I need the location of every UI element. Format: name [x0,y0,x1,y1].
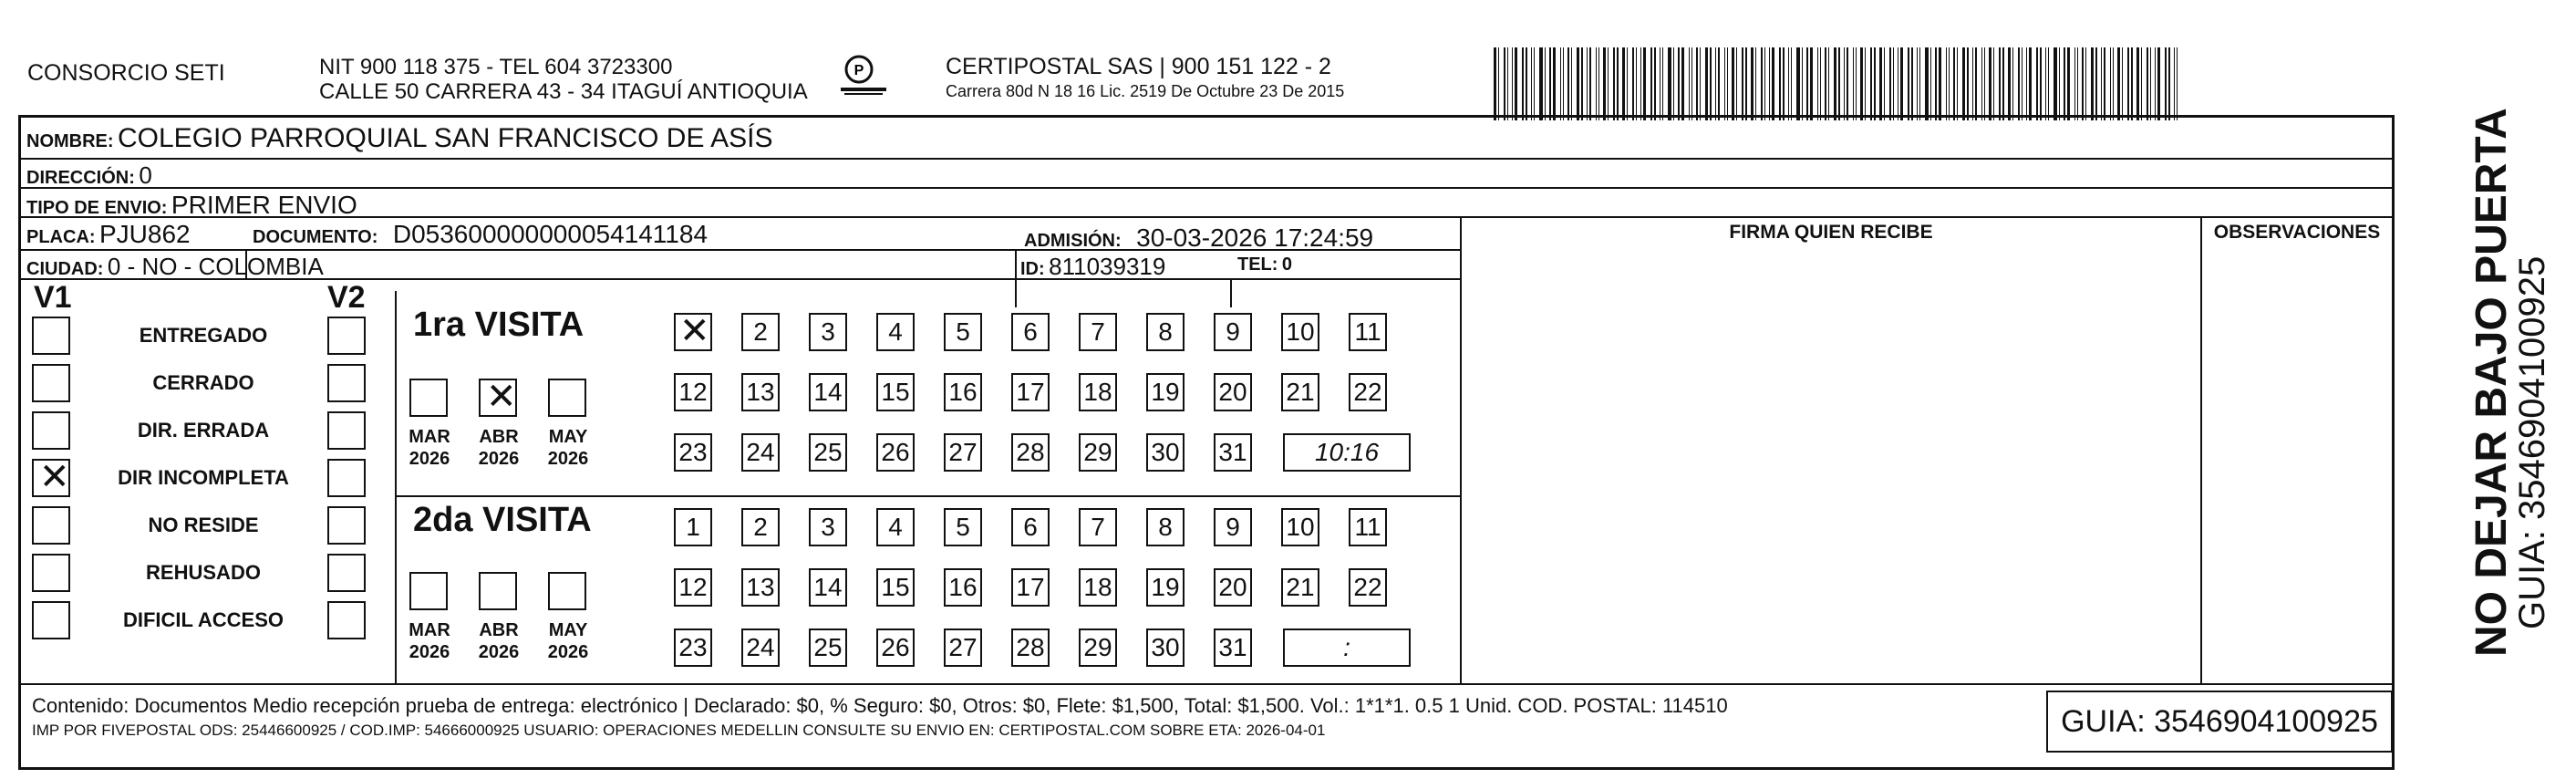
day-number: 29 [1083,438,1112,466]
certipostal-logo [841,53,886,99]
day-number: 9 [1226,317,1240,346]
day-box[interactable] [809,508,847,546]
v2-checkbox[interactable] [327,317,366,355]
day-box[interactable] [1349,373,1387,411]
day-number: 26 [881,438,910,466]
day-number: 6 [1023,317,1038,346]
direccion-row [26,161,152,190]
id-row [1020,253,1165,281]
day-box[interactable] [1214,313,1252,351]
placa-row [26,220,191,249]
day-box[interactable] [809,433,847,472]
tel-row [1237,254,1292,275]
day-box[interactable] [876,373,915,411]
day-number: 20 [1218,573,1247,601]
direccion-value: 0 [139,161,152,189]
v1-checkbox[interactable] [32,554,70,592]
day-box[interactable] [1146,568,1185,607]
tipo-envio-value: PRIMER ENVIO [171,191,357,219]
documento-row [253,220,708,249]
day-number: 19 [1151,573,1180,601]
footer-imp: IMP POR FIVEPOSTAL ODS: 25446600925 / COD.IMP: 54666000925 USUARIO: OPERACIONES MEDELLIN CONSULTE SU ENVIO EN: CERTIPOSTAL.COM SOBRE ETA: 2026-04-01 [32,722,1326,739]
month-year: 2026 [547,642,589,662]
tipo-envio-row [26,191,357,220]
day-box[interactable] [741,508,780,546]
day-number: 28 [1016,633,1045,661]
direccion-label: DIRECCIÓN: [26,168,135,188]
ciudad-value: 0 - NO - COLOMBIA [107,253,324,280]
day-number: 17 [1016,378,1045,406]
day-box[interactable] [741,313,780,351]
day-box[interactable] [1281,568,1319,607]
day-box[interactable] [876,628,915,667]
check-x-icon: ✕ [486,376,517,418]
day-box[interactable] [876,508,915,546]
no-dejar-bajo-puerta: NO DEJAR BAJO PUERTA [2467,108,2516,657]
day-box[interactable] [1079,568,1117,607]
day-number: 25 [813,633,843,661]
day-number: 30 [1151,438,1180,466]
day-box[interactable] [1349,568,1387,607]
day-box[interactable] [1214,433,1252,472]
month-year: 2026 [478,449,520,469]
status-label: DIR. ERRADA [137,419,270,441]
visit1-title: 1ra VISITA [413,306,585,344]
v1-header: V1 [34,280,72,315]
day-number: 2 [753,513,768,541]
day-box[interactable] [674,433,712,472]
day-box[interactable] [1146,508,1185,546]
status-label: ENTREGADO [139,324,268,347]
v2-checkbox[interactable] [327,506,366,545]
day-box[interactable] [1146,628,1185,667]
day-number: 27 [948,633,978,661]
day-box[interactable] [1011,628,1050,667]
day-number: 5 [956,317,970,346]
day-box[interactable] [1011,433,1050,472]
day-box[interactable] [1214,373,1252,411]
day-number: 7 [1091,513,1105,541]
visit2-title: 2da VISITA [413,501,592,539]
day-number: 26 [881,633,910,661]
day-box[interactable] [741,433,780,472]
day-number: 31 [1218,438,1247,466]
day-number: 11 [1354,317,1381,346]
day-box[interactable] [1011,313,1050,351]
company-name: CONSORCIO SETI [27,60,225,86]
day-box[interactable] [741,568,780,607]
v2-checkbox[interactable] [327,364,366,402]
day-box[interactable] [1079,508,1117,546]
day-box[interactable] [1281,373,1319,411]
id-value: 811039319 [1049,253,1166,280]
day-number: 25 [813,438,843,466]
v1-checkbox[interactable] [32,364,70,402]
v2-checkbox[interactable] [327,601,366,639]
day-number: 3 [821,513,835,541]
admision-row [1024,223,1373,253]
day-number: 10 [1286,513,1315,541]
month-checkbox[interactable] [479,572,517,610]
day-number: 18 [1083,378,1112,406]
day-number: 24 [746,633,775,661]
month-year: 2026 [478,642,520,662]
day-box[interactable] [1079,433,1117,472]
day-number: 8 [1158,317,1173,346]
day-number: 14 [813,378,843,406]
day-number: 30 [1151,633,1180,661]
day-box[interactable] [944,433,982,472]
day-number: 5 [956,513,970,541]
day-box[interactable] [674,310,712,352]
day-box[interactable] [674,568,712,607]
day-number: 23 [678,438,708,466]
month-checkbox[interactable] [548,572,586,610]
v1-checkbox[interactable] [32,506,70,545]
day-number: 15 [881,573,910,601]
barcode [1494,47,2178,120]
observaciones-header: OBSERVACIONES [2213,222,2381,243]
day-box[interactable] [944,508,982,546]
day-number: 31 [1218,633,1247,661]
day-number: 22 [1353,378,1382,406]
day-box[interactable] [1011,373,1050,411]
day-box[interactable] [1349,508,1387,546]
v2-checkbox[interactable] [327,411,366,450]
day-box[interactable] [674,508,712,546]
v1-checkbox[interactable] [32,601,70,639]
placa-label: PLACA: [26,227,96,247]
day-number: 24 [746,438,775,466]
v2-checkbox[interactable] [327,554,366,592]
month-label: MAR [409,427,450,447]
month-label: ABR [479,620,519,640]
admision-value: 30-03-2026 17:24:59 [1136,223,1374,252]
day-box[interactable] [674,628,712,667]
cert-line: CERTIPOSTAL SAS | 900 151 122 - 2 [946,54,1331,79]
day-number: 27 [948,438,978,466]
day-box[interactable] [809,313,847,351]
placa-value: PJU862 [99,220,191,248]
day-number: 6 [1023,513,1038,541]
v2-checkbox[interactable] [327,459,366,497]
day-box[interactable] [944,568,982,607]
status-label: DIR INCOMPLETA [118,466,289,489]
day-number: 12 [678,573,708,601]
day-number: 16 [948,573,978,601]
day-number: 19 [1151,378,1180,406]
month-checkbox[interactable] [409,572,448,610]
nombre-value: COLEGIO PARROQUIAL SAN FRANCISCO DE ASÍS [118,123,773,153]
day-box[interactable] [1146,313,1185,351]
month-year: 2026 [409,642,450,662]
v2-header: V2 [327,280,366,315]
day-box[interactable] [1281,508,1319,546]
day-number: 10 [1286,317,1315,346]
month-checkbox[interactable] [479,376,517,418]
documento-value: D053600000000054141184 [392,220,709,248]
day-number: 22 [1353,573,1382,601]
month-label: MAR [409,620,450,640]
day-box[interactable] [1281,313,1319,351]
side-guia-number: GUIA: 3546904100925 [2512,255,2552,629]
day-number: 13 [746,378,775,406]
v1-checkbox[interactable] [32,411,70,450]
month-checkbox[interactable] [409,379,448,417]
day-box[interactable] [809,568,847,607]
nombre-label: NOMBRE: [26,131,114,151]
day-number: 21 [1286,573,1315,601]
check-x-icon: ✕ [39,456,70,498]
day-box[interactable] [1214,628,1252,667]
day-box[interactable] [1079,313,1117,351]
month-year: 2026 [409,449,450,469]
firma-header: FIRMA QUIEN RECIBE [1729,222,1933,243]
day-number: 29 [1083,633,1112,661]
day-box[interactable] [1146,433,1185,472]
ciudad-label: CIUDAD: [26,259,104,279]
certipostal-info [946,55,1344,104]
day-box[interactable] [944,373,982,411]
day-box[interactable] [1011,508,1050,546]
day-box[interactable] [1011,568,1050,607]
tipo-envio-label: TIPO DE ENVIO: [26,198,168,218]
documento-label: DOCUMENTO: [253,227,378,247]
time-box[interactable]: 10:16 [1283,433,1411,472]
status-label: CERRADO [152,371,254,394]
nit-line: NIT 900 118 375 - TEL 604 3723300 [319,55,673,79]
day-box[interactable] [1079,628,1117,667]
day-number: 13 [746,573,775,601]
ciudad-row [26,253,324,281]
delivery-form [18,115,2395,770]
day-number: 8 [1158,513,1173,541]
day-number: 15 [881,378,910,406]
day-number: 3 [821,317,835,346]
day-number: 17 [1016,573,1045,601]
time-box[interactable]: : [1283,628,1411,667]
company-contact [319,55,808,104]
day-box[interactable] [809,628,847,667]
day-number: 28 [1016,438,1045,466]
day-box[interactable] [1214,568,1252,607]
day-box[interactable] [944,313,982,351]
day-box[interactable] [1349,313,1387,351]
tel-value: 0 [1281,254,1293,275]
tel-label: TEL: [1237,254,1278,275]
day-box[interactable] [876,568,915,607]
admision-label: ADMISIÓN: [1024,231,1122,251]
address-line: CALLE 50 CARRERA 43 - 34 ITAGUÍ ANTIOQUIA [319,79,808,104]
day-box[interactable] [741,373,780,411]
day-box[interactable] [944,628,982,667]
month-checkbox[interactable] [548,379,586,417]
v1-checkbox[interactable] [32,456,70,498]
day-number: 9 [1226,513,1240,541]
nombre-row [26,123,773,154]
day-box[interactable] [1214,508,1252,546]
day-box[interactable] [809,373,847,411]
month-year: 2026 [547,449,589,469]
check-x-icon: ✕ [679,310,710,352]
month-label: ABR [479,427,519,447]
day-box[interactable] [876,313,915,351]
day-box[interactable] [674,373,712,411]
cert-sub: Carrera 80d N 18 16 Lic. 2519 De Octubre 23 De 2015 [946,82,1345,100]
svg-text:P: P [853,63,864,78]
guia-number: GUIA: 3546904100925 [2046,691,2393,753]
day-number: 11 [1354,513,1381,541]
day-number: 18 [1083,573,1112,601]
day-number: 7 [1091,317,1105,346]
v1-checkbox[interactable] [32,317,70,355]
day-number: 14 [813,573,843,601]
day-number: 2 [753,317,768,346]
month-label: MAY [548,427,588,447]
day-box[interactable] [1146,373,1185,411]
day-number: 1 [686,513,700,541]
footer-contenido: Contenido: Documentos Medio recepción prueba de entrega: electrónico | Declarado: $0, % Seguro: $0, Otros: $0, Flete: $1,500, Total: $1,500. Vol.: 1*1*1. 0.5 1 Unid. COD. POSTAL: 114510 [32,694,1728,717]
day-number: 4 [888,513,903,541]
month-label: MAY [548,620,588,640]
day-box[interactable] [876,433,915,472]
day-number: 12 [678,378,708,406]
day-number: 23 [678,633,708,661]
day-box[interactable] [741,628,780,667]
day-number: 20 [1218,378,1247,406]
day-number: 21 [1286,378,1315,406]
day-number: 4 [888,317,903,346]
id-label: ID: [1020,259,1045,279]
day-box[interactable] [1079,373,1117,411]
status-label: NO RESIDE [148,514,259,536]
day-number: 16 [948,378,978,406]
status-label: DIFICIL ACCESO [122,608,284,631]
status-label: REHUSADO [146,561,261,584]
